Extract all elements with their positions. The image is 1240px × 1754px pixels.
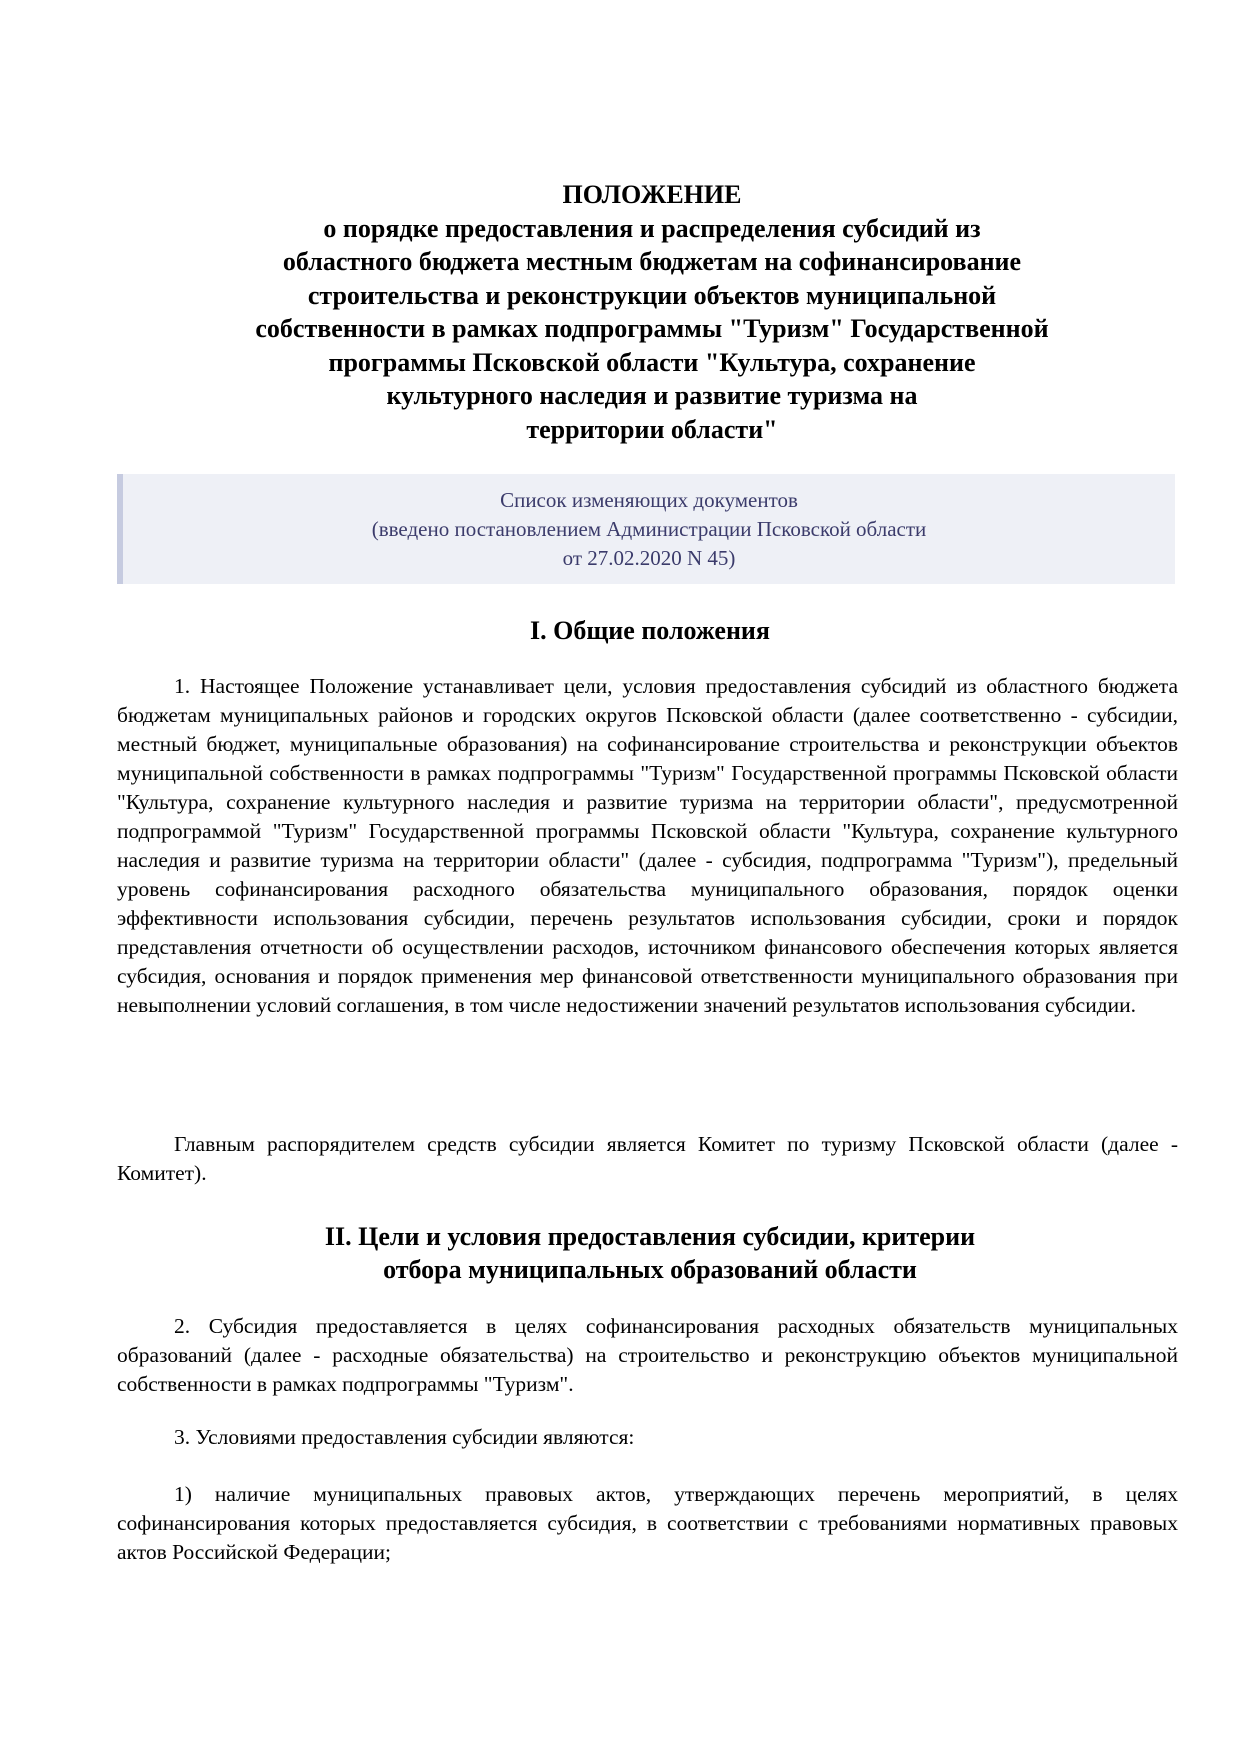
paragraph-2: 2. Субсидия предоставляется в целях софинансирования расходных обязательств муниципальных образований (далее - расходные обязательства) на строительство и реконструкцию объектов муниципальной собственности в рамках подпрограммы "Туризм". — [117, 1314, 1178, 1396]
title-line: собственности в рамках подпрограммы "Туризм" Государственной — [255, 314, 1049, 343]
title-line: программы Псковской области "Культура, сохранение — [328, 347, 976, 377]
amending-document-line: от 27.02.2020 N 45) — [562, 546, 736, 570]
paragraph-3: 3. Условиями предоставления субсидии являются: — [174, 1425, 635, 1449]
section-heading-line: II. Цели и условия предоставления субсидии, критерии — [324, 1222, 976, 1251]
title-line: областного бюджета местным бюджетам на софинансирование — [282, 247, 1022, 276]
section-heading-general — [120, 614, 1180, 647]
amending-documents-heading: Список изменяющих документов — [500, 488, 798, 512]
paragraph-main-administrator: Главным распорядителем средств субсидии является Комитет по туризму Псковской области (далее - Комитет). — [117, 1132, 1178, 1185]
title-line: ПОЛОЖЕНИЕ — [562, 180, 742, 209]
title-line: культурного наследия и развитие туризма на — [386, 381, 918, 410]
amending-document-line: (введено постановлением Администрации Псковской области — [371, 517, 927, 541]
paragraph-1: 1. Настоящее Положение устанавливает цели, условия предоставления субсидий из областного бюджета бюджетам муниципальных районов и городских округов Псковской области (далее соответственно - субсидии, местный бюджет, муниципальные образования) на софинансирование строительства и реконструкции объектов муниципальной собственности в рамках подпрограммы "Туризм" Государственной программы Псковской области "Культура, сохранение культурного наследия и развитие туризма на территории области", предусмотренной подпрограммой "Туризм" Государственной программы Псковской области "Культура, сохранение культурного наследия и развитие туризма на территории области" (далее - субсидия, подпрограмма "Туризм"), предельный уровень софинансирования расходного обязательства муниципального образования, порядок оценки эффективности использования субсидии, перечень результатов использования субсидии, сроки и порядок представления отчетности об осуществлении расходов, источником финансового обеспечения которых является субсидия, основания и порядок применения мер финансовой ответственности муниципального образования при невыполнении условий соглашения, в том числе недостижении значений результатов использования субсидии. — [117, 674, 1178, 1017]
paragraph-3-item-1: 1) наличие муниципальных правовых актов, утверждающих перечень мероприятий, в целях софинансирования которых предоставляется субсидия, в соответствии с требованиями нормативных правовых актов Российской Федерации; — [117, 1482, 1178, 1564]
title-line: территории области" — [526, 414, 778, 444]
document-title — [120, 178, 1184, 446]
section-heading-goals — [120, 1220, 1180, 1286]
section-heading-line: I. Общие положения — [530, 616, 770, 645]
amending-documents-box — [117, 474, 1175, 584]
title-line: о порядке предоставления и распределения субсидий из — [323, 213, 981, 243]
title-line: строительства и реконструкции объектов муниципальной — [307, 280, 997, 310]
section-heading-line: отбора муниципальных образований области — [383, 1255, 917, 1284]
